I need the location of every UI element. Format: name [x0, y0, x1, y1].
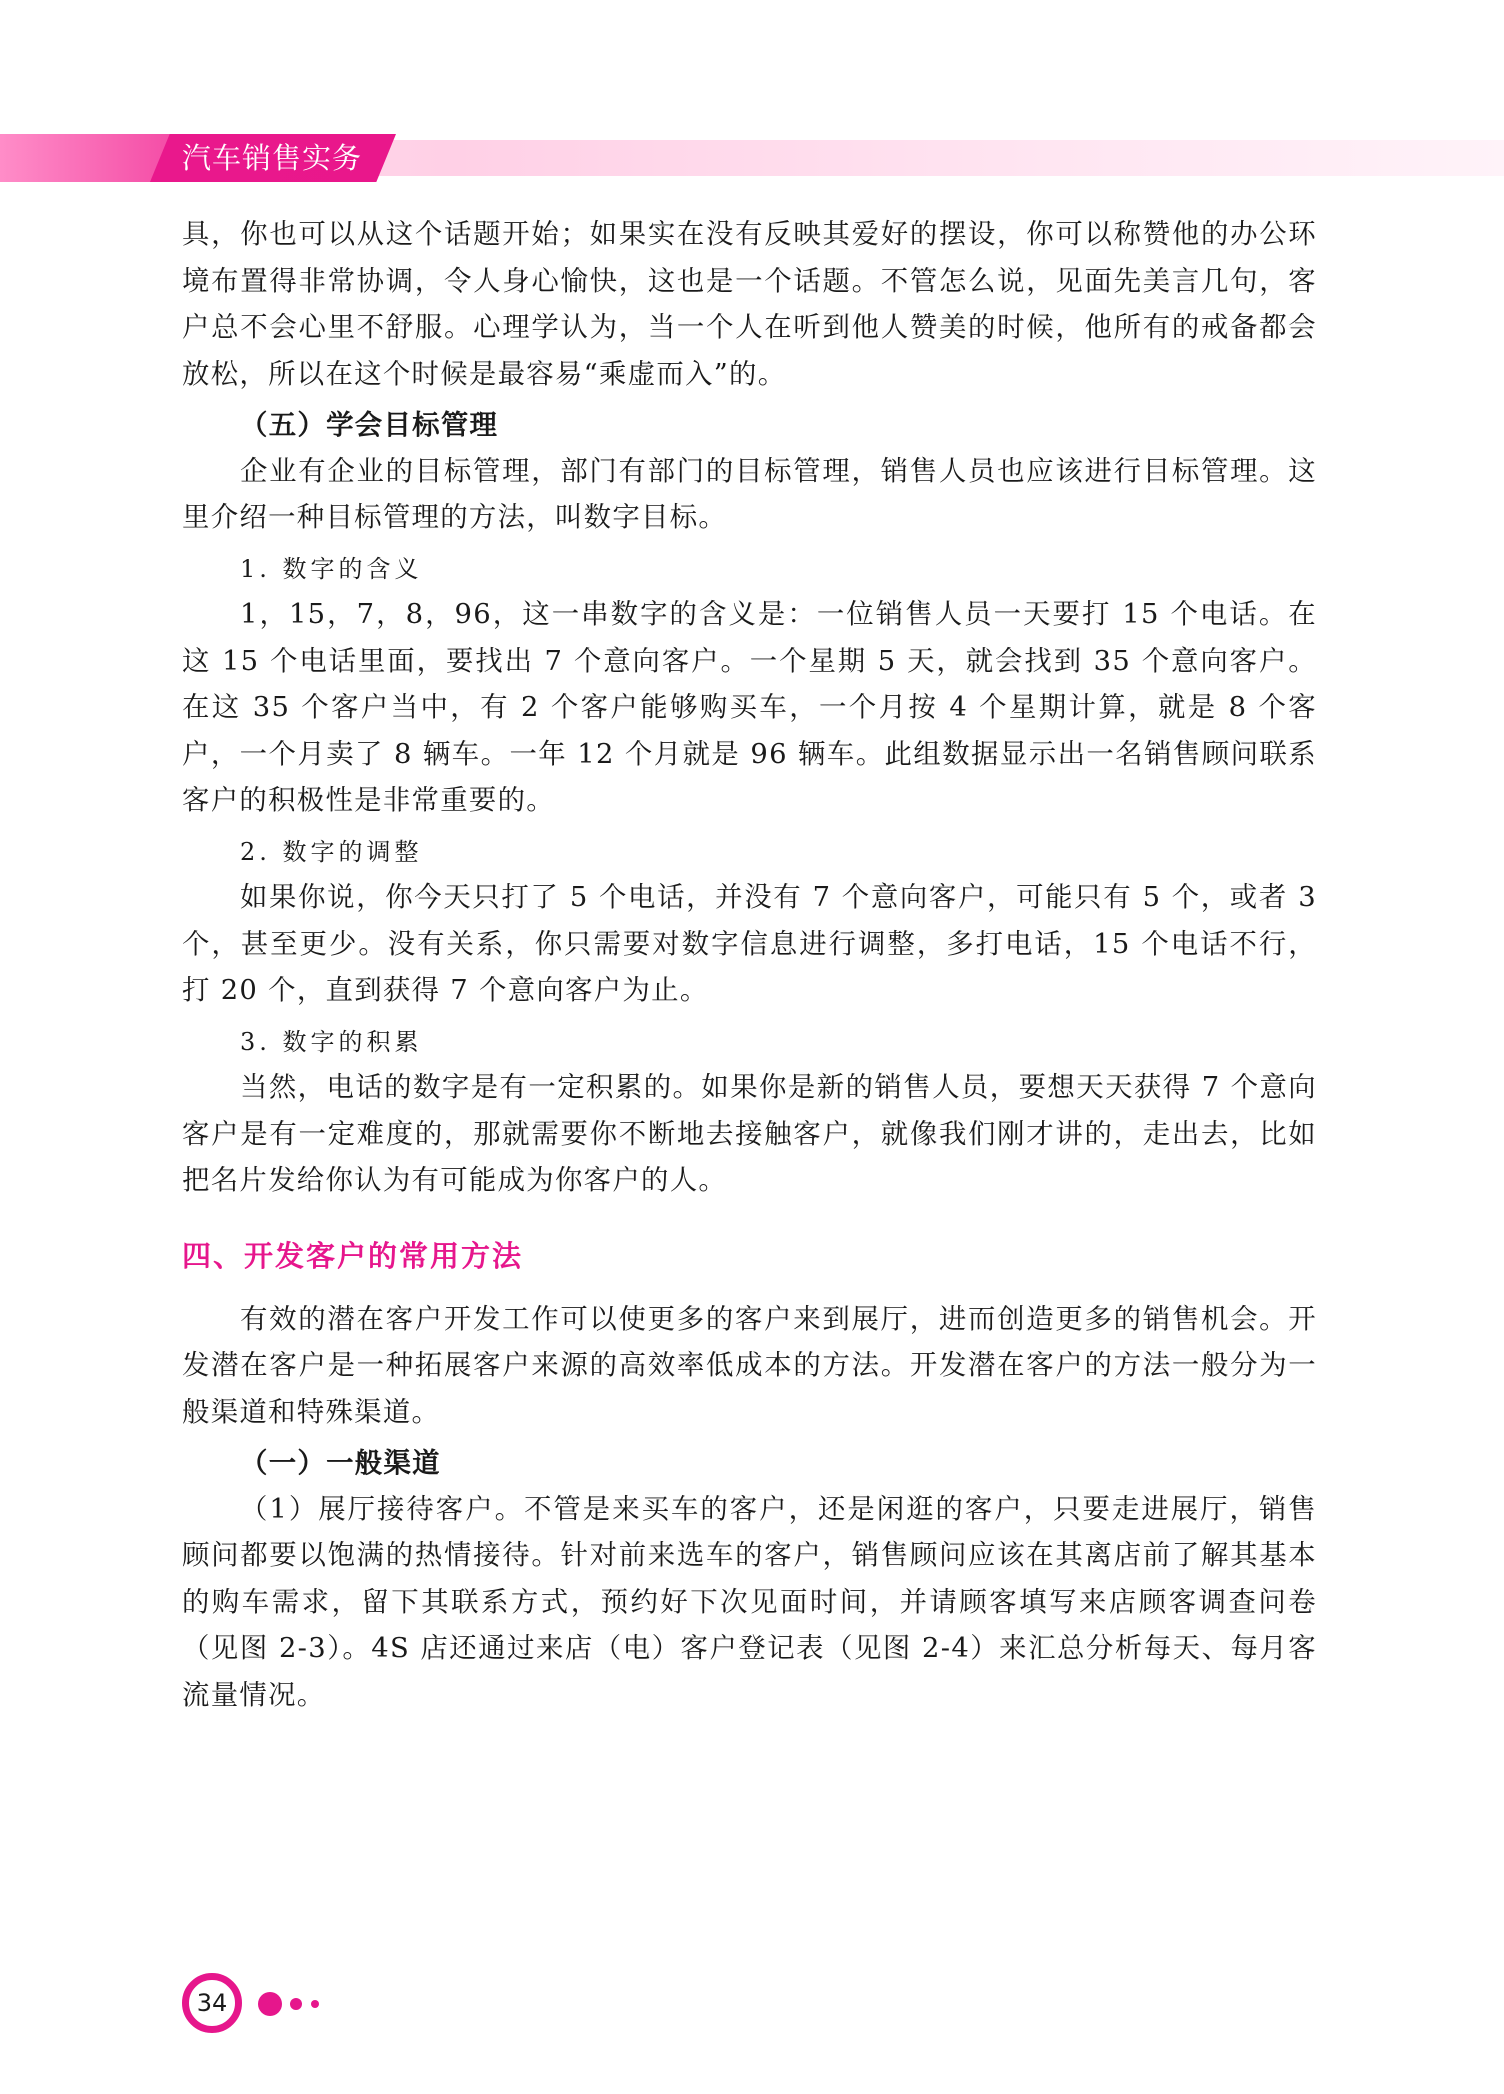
paragraph-5: 当然，电话的数字是有一定积累的。如果你是新的销售人员，要想天天获得 7 个意向客户是有一定难度的，那就需要你不断地去接触客户，就像我们刚才讲的，走出去，比如把名片发给你认为有可能成为你客户的人。 — [182, 1072, 1317, 1196]
paragraph-3: 1，15，7，8，96，这一串数字的含义是：一位销售人员一天要打 15 个电话。在这 15 个电话里面，要找出 7 个意向客户。一个星期 5 天，就会找到 35 个意向客户。在这 35 个客户当中，有 2 个客户能够购买车，一个月按 4 个星期计算，就是 8 个客户，一个月卖了 8 辆车。一年 12 个月就是 96 辆车。此组数据显示出一名销售顾问联系客户的积极性是非常重要的。 — [182, 599, 1317, 816]
decor-dot-medium — [290, 1998, 302, 2010]
paragraph-7: （1）展厅接待客户。不管是来买车的客户，还是闲逛的客户，只要走进展厅，销售顾问都要以饱满的热情接待。针对前来选车的客户，销售顾问应该在其离店前了解其基本的购车需求，留下其联系方式，预约好下次见面时间，并请顾客填写来店顾客调查问卷（见图 2-3）。4S 店还通过来店（电）客户登记表（见图 2-4）来汇总分析每天、每月客流量情况。 — [182, 1493, 1317, 1711]
page-number: 34 — [196, 1989, 228, 2017]
running-header-title: 汽车销售实务 — [182, 141, 363, 175]
subheading-1: 1. 数字的含义 — [240, 554, 423, 583]
paragraph-1: 具，你也可以从这个话题开始；如果实在没有反映其爱好的摆设，你可以称赞他的办公环境布置得非常协调，令人身心愉快，这也是一个话题。不管怎么说，见面先美言几句，客户总不会心里不舒服。心理学认为，当一个人在听到他人赞美的时候，他所有的戒备都会放松，所以在这个时候是最容易“乘虚而入”的。 — [182, 219, 1317, 390]
paragraph-6: 有效的潜在客户开发工作可以使更多的客户来到展厅，进而创造更多的销售机会。开发潜在客户是一种拓展客户来源的高效率低成本的方法。开发潜在客户的方法一般分为一般渠道和特殊渠道。 — [182, 1303, 1317, 1428]
subheading-3: 3. 数字的积累 — [240, 1027, 423, 1056]
chapter-heading-4: 四、开发客户的常用方法 — [182, 1238, 524, 1273]
decor-dot-large — [258, 1992, 282, 2016]
subheading-2: 2. 数字的调整 — [240, 837, 423, 866]
paragraph-2: 企业有企业的目标管理，部门有部门的目标管理，销售人员也应该进行目标管理。这里介绍一种目标管理的方法，叫数字目标。 — [182, 455, 1317, 533]
section-heading-5: （五）学会目标管理 — [240, 409, 499, 441]
decor-dot-small — [311, 2000, 319, 2008]
section-heading-1: （一）一般渠道 — [240, 1447, 441, 1479]
paragraph-4: 如果你说，你今天只打了 5 个电话，并没有 7 个意向客户，可能只有 5 个，或者 3 个，甚至更少。没有关系，你只需要对数字信息进行调整，多打电话，15 个电话不行，打 20 个，直到获得 7 个意向客户为止。 — [182, 882, 1317, 1006]
page-footer — [182, 1973, 382, 2053]
page-body — [182, 212, 1317, 1719]
